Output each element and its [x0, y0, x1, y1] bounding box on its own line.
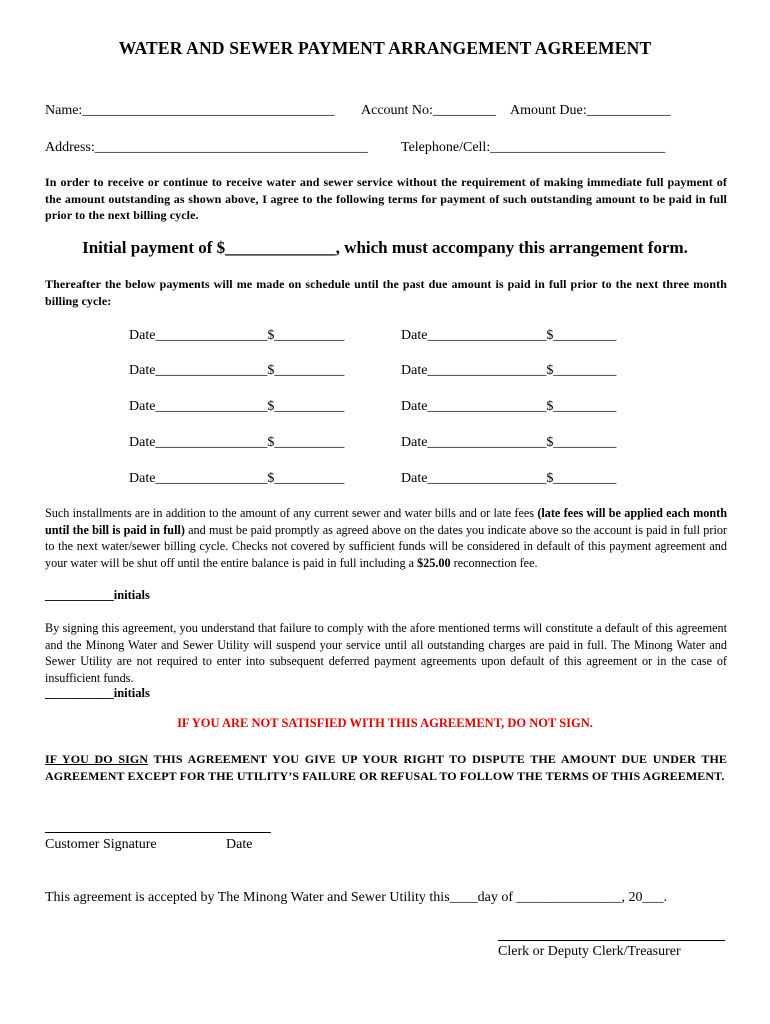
account-no-field[interactable]: Account No:_________	[361, 103, 496, 118]
acceptance-line[interactable]: This agreement is accepted by The Minong Water and Sewer Utility this____day of _______________, 20___.	[45, 890, 668, 905]
schedule-left-row-1[interactable]: Date________________$__________	[129, 328, 345, 343]
initial-payment-line[interactable]: Initial payment of $_____________, which must accompany this arrangement form.	[82, 238, 688, 257]
signing-paragraph: By signing this agreement, you understand that failure to comply with the afore mentioned terms will constitute a default of this agreement and the Minong Water and Sewer Utility will suspend your service until all outstanding charges are paid in full. The Minong Water and Sewer Utility are not required to enter into subsequent deferred payment agreements upon default of this agreement or in the case of insufficient funds.	[45, 621, 727, 685]
intro-paragraph: In order to receive or continue to receive water and sewer service without the requirement of making immediate full payment of the amount outstanding as shown above, I agree to the following terms for payment of such outstanding amount to be paid in full prior to the next billing cycle.	[45, 175, 727, 222]
dispute-text: THIS AGREEMENT YOU GIVE UP YOUR RIGHT TO DISPUTE THE AMOUNT DUE UNDER THE AGREEMENT EXCEPT FOR THE UTILITY’S FAILURE OR REFUSAL TO FOLLOW THE TERMS OF THIS AGREEMENT.	[45, 752, 727, 783]
schedule-right-row-3[interactable]: Date_________________$_________	[401, 399, 617, 414]
schedule-right-row-1[interactable]: Date_________________$_________	[401, 328, 617, 343]
dispute-paragraph	[45, 751, 727, 784]
address-field[interactable]: Address:_______________________________________	[45, 140, 368, 155]
reconnection-fee-amount: $25.00	[417, 555, 451, 570]
telephone-field[interactable]: Telephone/Cell:_________________________	[401, 140, 666, 155]
amount-due-field[interactable]: Amount Due:____________	[510, 103, 671, 118]
if-you-do-sign-lead: IF YOU DO SIGN	[45, 752, 149, 766]
do-not-sign-warning: IF YOU ARE NOT SATISFIED WITH THIS AGREEMENT, DO NOT SIGN.	[177, 716, 593, 730]
installments-text-2: and must be paid promptly as agreed above on the dates you indicate above so the account is paid in full prior to the next water/sewer billing cycle. Checks not covered by sufficient funds will be considered in default of this payment agreement and your water will be shut off until the entire balance is paid in full including a	[45, 522, 727, 570]
late-fees-note: (late fees will be applied each month until the bill is paid in full)	[45, 506, 727, 537]
schedule-left-row-5[interactable]: Date________________$__________	[129, 471, 345, 486]
schedule-right-row-2[interactable]: Date_________________$_________	[401, 363, 617, 378]
signature-date-label: Date	[226, 837, 253, 852]
clerk-signature-line[interactable]	[498, 940, 725, 941]
clerk-signature-label: Clerk or Deputy Clerk/Treasurer	[498, 944, 681, 959]
schedule-right-row-5[interactable]: Date_________________$_________	[401, 471, 617, 486]
installments-paragraph	[45, 505, 727, 571]
schedule-right-row-4[interactable]: Date_________________$_________	[401, 435, 617, 450]
name-field[interactable]: Name:____________________________________	[45, 103, 335, 118]
customer-signature-line[interactable]	[45, 832, 271, 833]
initials-field-2[interactable]: ___________initials	[45, 686, 150, 700]
initials-field-1[interactable]: ___________initials	[45, 588, 150, 602]
thereafter-paragraph: Thereafter the below payments will me made on schedule until the past due amount is paid in full prior to the next three month billing cycle:	[45, 277, 727, 308]
page-title: WATER AND SEWER PAYMENT ARRANGEMENT AGREEMENT	[118, 38, 652, 58]
schedule-left-row-4[interactable]: Date________________$__________	[129, 435, 345, 450]
installments-text-3: reconnection fee.	[450, 555, 538, 570]
schedule-left-row-3[interactable]: Date________________$__________	[129, 399, 345, 414]
installments-text-1: Such installments are in addition to the amount of any current sewer and water bills and or late fees	[45, 506, 538, 520]
schedule-left-row-2[interactable]: Date________________$__________	[129, 363, 345, 378]
customer-signature-label: Customer Signature	[45, 837, 157, 852]
